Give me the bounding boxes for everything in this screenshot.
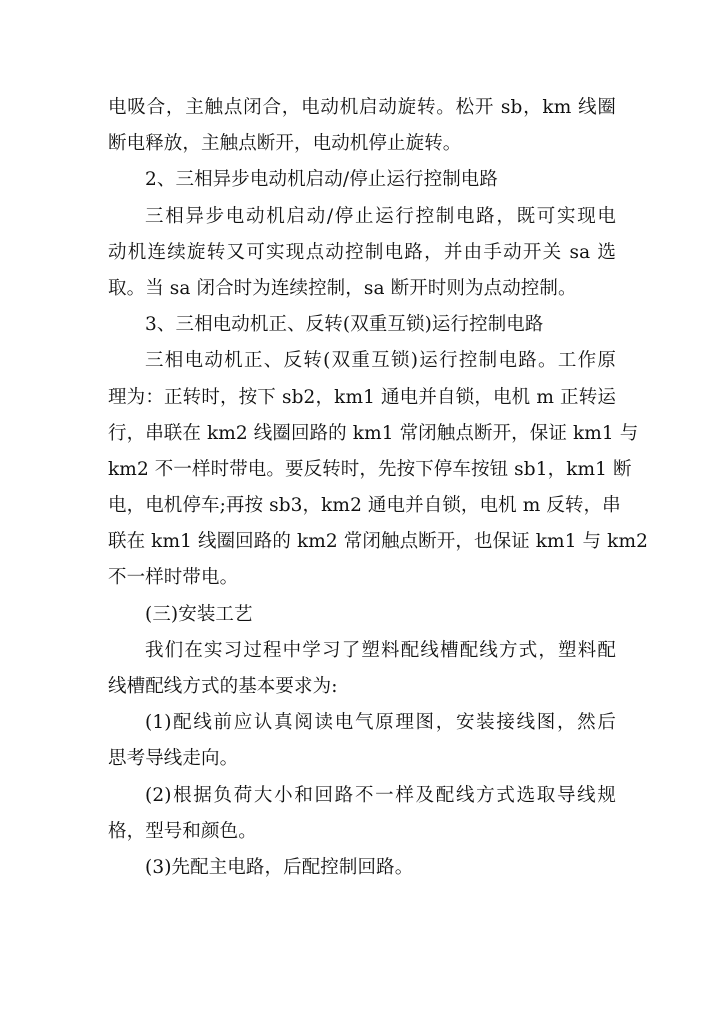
- paragraph-line: km2 不一样时带电。要反转时，先按下停车按钮 sb1，km1 断: [108, 458, 632, 480]
- paragraph-line: 断电释放，主触点断开，电动机停止旋转。: [108, 133, 462, 155]
- list-item: (3)先配主电路，后配控制回路。: [145, 856, 414, 878]
- list-item: (1)配线前应认真阅读电气原理图，安装接线图，然后: [145, 712, 616, 734]
- list-item: (2)根据负荷大小和回路不一样及配线方式选取导线规: [145, 784, 616, 806]
- paragraph-line: 动机连续旋转又可实现点动控制电路，并由手动开关 sa 选: [108, 241, 616, 263]
- paragraph-line: 格，型号和颜色。: [108, 820, 257, 842]
- paragraph-line: 行，串联在 km2 线圈回路的 km1 常闭触点断开，保证 km1 与: [108, 422, 639, 444]
- paragraph-line: 三相异步电动机启动/停止运行控制电路，既可实现电: [145, 205, 616, 227]
- paragraph-line: 电吸合，主触点闭合，电动机启动旋转。松开 sb，km 线圈: [108, 97, 616, 118]
- paragraph-line: 不一样时带电。: [108, 567, 239, 589]
- paragraph-line: 理为：正转时，按下 sb2，km1 通电并自锁，电机 m 正转运: [108, 386, 616, 408]
- section-heading: (三)安装工艺: [145, 603, 253, 625]
- paragraph-line: 电，电机停车;再按 sb3，km2 通电并自锁，电机 m 反转，串: [108, 495, 621, 517]
- paragraph-line: 线槽配线方式的基本要求为:: [108, 676, 338, 697]
- paragraph-line: 我们在实习过程中学习了塑料配线槽配线方式，塑料配: [145, 639, 616, 661]
- section-heading: 2、三相异步电动机启动/停止运行控制电路: [145, 169, 499, 191]
- paragraph-line: 联在 km1 线圈回路的 km2 常闭触点断开，也保证 km1 与 km2: [108, 531, 648, 553]
- paragraph-line: 取。当 sa 闭合时为连续控制，sa 断开时则为点动控制。: [108, 277, 577, 299]
- paragraph-line: 三相电动机正、反转(双重互锁)运行控制电路。工作原: [145, 350, 616, 372]
- section-heading: 3、三相电动机正、反转(双重互锁)运行控制电路: [145, 314, 544, 336]
- paragraph-line: 思考导线走向。: [108, 748, 239, 770]
- document-page: [108, 90, 648, 886]
